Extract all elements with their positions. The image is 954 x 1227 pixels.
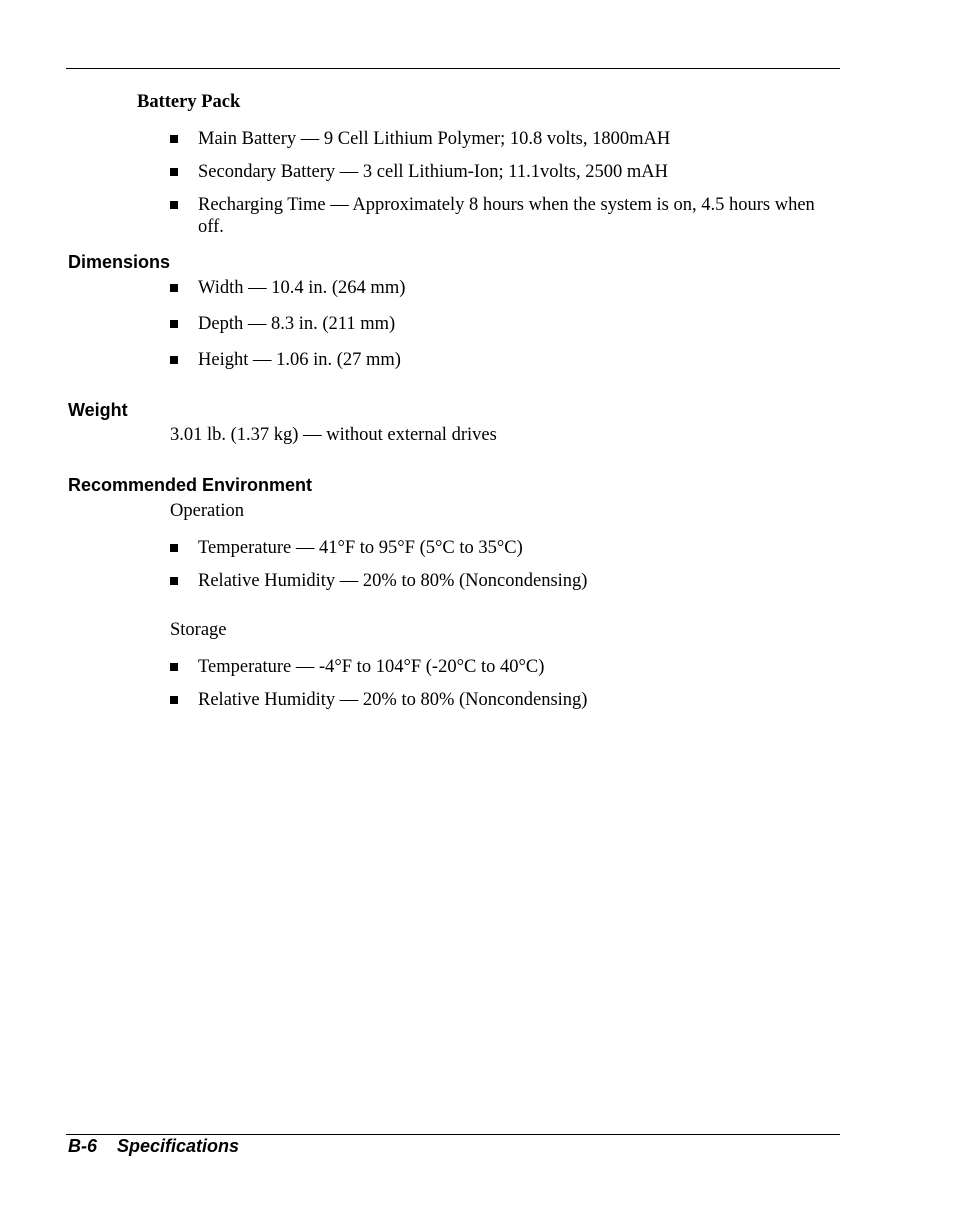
- battery-pack-heading: Battery Pack: [137, 92, 241, 112]
- list-item: [170, 689, 835, 711]
- square-bullet-icon: [170, 356, 178, 364]
- weight-value: 3.01 lb. (1.37 kg) — without external drives: [170, 425, 497, 445]
- list-item: [170, 277, 835, 299]
- operation-label: Operation: [170, 501, 244, 521]
- list-item-text: Width — 10.4 in. (264 mm): [198, 278, 406, 298]
- square-bullet-icon: [170, 201, 178, 209]
- square-bullet-icon: [170, 696, 178, 704]
- list-item-text: Depth — 8.3 in. (211 mm): [198, 314, 396, 334]
- list-item-text: Relative Humidity — 20% to 80% (Noncondensing): [198, 571, 588, 591]
- list-item-text: Temperature — 41°F to 95°F (5°C to 35°C): [198, 538, 523, 558]
- square-bullet-icon: [170, 284, 178, 292]
- list-item-text: Height — 1.06 in. (27 mm): [198, 350, 401, 370]
- list-item: [170, 570, 835, 592]
- dimensions-heading: Dimensions: [68, 252, 171, 272]
- environment-heading: Recommended Environment: [68, 475, 313, 495]
- list-item: [170, 313, 835, 335]
- list-item-text: Secondary Battery — 3 cell Lithium-Ion; 11.1volts, 2500 mAH: [198, 162, 668, 182]
- page-footer: [68, 1136, 239, 1157]
- storage-label: Storage: [170, 620, 227, 640]
- page-number: B-6: [68, 1136, 98, 1156]
- square-bullet-icon: [170, 544, 178, 552]
- list-item-text: Main Battery — 9 Cell Lithium Polymer; 10.8 volts, 1800mAH: [198, 129, 671, 149]
- list-item-text: Recharging Time — Approximately 8 hours when the system is on, 4.5 hours when off.: [198, 195, 815, 237]
- list-item-text: Relative Humidity — 20% to 80% (Noncondensing): [198, 690, 588, 710]
- list-item: [170, 194, 835, 238]
- square-bullet-icon: [170, 320, 178, 328]
- header-rule: [66, 68, 840, 69]
- square-bullet-icon: [170, 168, 178, 176]
- list-item: [170, 161, 835, 183]
- list-item: [170, 128, 835, 150]
- footer-rule: [66, 1134, 840, 1135]
- weight-heading: Weight: [68, 400, 128, 420]
- square-bullet-icon: [170, 135, 178, 143]
- list-item: [170, 656, 835, 678]
- square-bullet-icon: [170, 577, 178, 585]
- section-title: Specifications: [117, 1136, 240, 1156]
- square-bullet-icon: [170, 663, 178, 671]
- list-item-text: Temperature — -4°F to 104°F (-20°C to 40°C): [198, 657, 545, 677]
- list-item: [170, 349, 835, 371]
- list-item: [170, 537, 835, 559]
